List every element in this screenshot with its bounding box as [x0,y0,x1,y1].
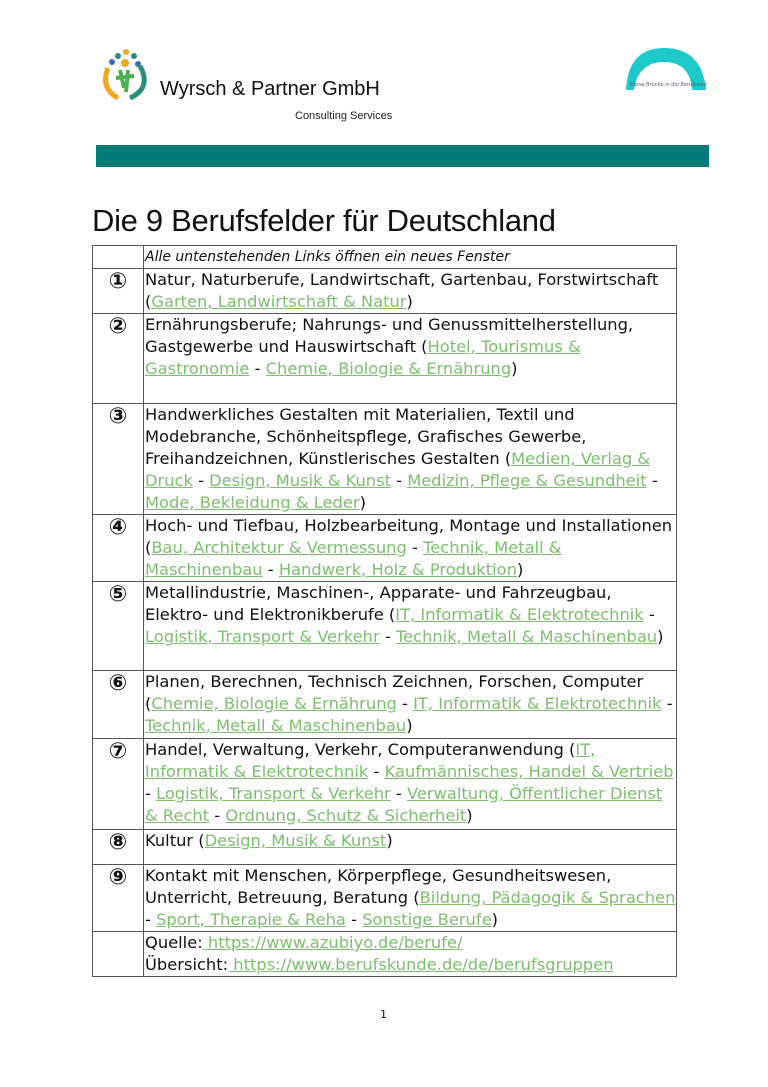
description-text: ) [511,359,518,378]
company-subtitle: Consulting Services [295,110,393,122]
table-row [93,739,677,830]
description-text: ) [466,806,473,825]
description-text: ) [516,560,524,579]
description-text: - [262,560,279,579]
field-number: ④ [93,515,144,582]
description-text: - [406,538,424,557]
empty-cell [93,246,144,269]
berufsfeld-link[interactable]: Ordnung, Schutz & Sicherheit [225,806,467,825]
berufsfeld-link[interactable]: Logistik, Transport & Verkehr [145,627,380,646]
table-row [93,269,677,314]
description-text: - [661,694,673,713]
description-text: Kontakt mit Menschen, Körperpflege, Gesundheitswesen, Unterricht, Betreuung, Beratung ( [145,866,612,907]
field-number: ⑤ [93,582,144,671]
quelle-label: Quelle: [145,933,203,952]
berufsfeld-link[interactable]: Medizin, Pflege & Gesundheit [407,471,647,490]
berufsfeld-link[interactable]: Technik, Metall & Maschinenbau [145,538,562,579]
table-row [93,314,677,404]
description-text: - [643,605,655,624]
berufsfeld-link[interactable]: IT, Informatik & Elektrotechnik [145,740,596,781]
description-text: Ernährungsberufe; Nahrungs- und Genussmittelherstellung, Gastgewerbe und Hauswirtschaft ( [145,315,634,356]
description-text: Hoch- und Tiefbau, Holzbearbeitung, Montage und Installationen ( [145,516,673,557]
field-description [144,865,677,932]
sources-cell [144,932,677,977]
description-text: - [379,627,396,646]
description-text: - [390,471,408,490]
description-text: ) [406,292,413,311]
field-number: ① [93,269,144,314]
field-description [144,671,677,739]
berufsfeld-link[interactable]: Handwerk, Holz & Produktion [278,560,517,579]
berufsfeld-link[interactable]: Bau, Architektur & Vermessung [151,538,407,557]
field-description [144,404,677,515]
berufsfeld-link[interactable]: Kaufmännisches, Handel & Vertrieb [384,762,674,781]
berufsfeld-link[interactable]: Sonstige Berufe [362,910,492,929]
field-description [144,515,677,582]
description-text: - [390,784,407,803]
description-text: Natur, Naturberufe, Landwirtschaft, Gartenbau, Forstwirtschaft ( [145,270,659,311]
table-row [93,404,677,515]
field-number: ② [93,314,144,404]
description-text: ) [359,493,366,512]
berufsfeld-link[interactable]: Chemie, Biologie & Ernährung [265,359,512,378]
description-text: - [145,784,157,803]
description-text: Handel, Verwaltung, Verkehr, Computeranwendung ( [145,740,576,759]
berufsfeld-link[interactable]: Technik, Metall & Maschinenbau [145,716,407,735]
empty-cell [93,932,144,977]
field-description [144,269,677,314]
links-note: Alle untenstehenden Links öffnen ein neues Fenster [144,246,677,269]
table-row [93,865,677,932]
berufsfeld-link[interactable]: Design, Musik & Kunst [204,831,387,850]
description-text: - [396,694,414,713]
berufsfeld-link[interactable]: Mode, Bekleidung & Leder [145,493,360,512]
table-row [93,515,677,582]
berufsfeld-link[interactable]: Logistik, Transport & Verkehr [156,784,391,803]
description-text: Kultur ( [145,831,205,850]
field-description [144,830,677,865]
description-text: - [209,806,226,825]
description-text: Handwerkliches Gestalten mit Materialien, Textil und Modebranche, Schönheitspflege, Grafisches Gewerbe, Freihandzeichnen, Künstlerisches Gestalten ( [145,405,587,468]
header-divider-bar [96,145,709,167]
berufsfeld-link[interactable]: Medien, Verlag & Druck [145,449,651,490]
description-text: ) [657,627,664,646]
description-text: Metallindustrie, Maschinen-, Apparate- und Fahrzeugbau, Elektro- und Elektronikberufe ( [145,583,612,624]
berufsfeld-link[interactable]: Technik, Metall & Maschinenbau [395,627,658,646]
berufsfeld-link[interactable]: Hotel, Tourismus & Gastronomie [145,337,581,378]
bridge-logo-tagline: Deine Brücke in die Berufswelt [630,82,708,88]
table-row [93,671,677,739]
berufsfeld-link[interactable]: Sport, Therapie & Reha [156,910,346,929]
table-row [93,830,677,865]
field-description [144,739,677,830]
quelle-link[interactable]: https://www.azubiyo.de/berufe/ [202,933,463,952]
berufsfeld-link[interactable]: Bildung, Pädagogik & Sprachen [419,888,676,907]
field-number: ③ [93,404,144,515]
berufsfeld-link[interactable]: Garten, Landwirtschaft & Natur [151,292,407,311]
berufsfelder-table [92,245,677,977]
description-text: - [192,471,210,490]
description-text: - [145,910,157,929]
berufsfeld-link[interactable]: Design, Musik & Kunst [209,471,391,490]
berufsfeld-link[interactable]: IT, Informatik & Elektrotechnik [413,694,662,713]
berufsfeld-link[interactable]: IT, Informatik & Elektrotechnik [395,605,644,624]
table-row-note [93,246,677,269]
field-number: ⑦ [93,739,144,830]
description-text: - [368,762,385,781]
field-number: ⑧ [93,830,144,865]
description-text: - [646,471,658,490]
description-text: ) [491,910,498,929]
table-row-sources [93,932,677,977]
field-description [144,582,677,671]
page-title: Die 9 Berufsfelder für Deutschland [92,203,556,238]
description-text: ) [386,831,393,850]
field-number: ⑨ [93,865,144,932]
description-text: Planen, Berechnen, Technisch Zeichnen, Forschen, Computer ( [145,672,644,713]
uebersicht-link[interactable]: https://www.berufskunde.de/de/berufsgruppen [228,955,614,974]
field-number: ⑥ [93,671,144,739]
berufsfeld-link[interactable]: Verwaltung, Öffentlicher Dienst & Recht [145,784,663,825]
field-description [144,314,677,404]
page-number: 1 [380,1008,387,1021]
description-text: - [249,359,266,378]
uebersicht-label: Übersicht: [145,955,229,974]
company-name: Wyrsch & Partner GmbH [160,78,380,100]
table-row [93,582,677,671]
description-text: - [345,910,363,929]
berufsfeld-link[interactable]: Chemie, Biologie & Ernährung [151,694,397,713]
description-text: ) [406,716,413,735]
company-logo-icon [100,48,150,100]
